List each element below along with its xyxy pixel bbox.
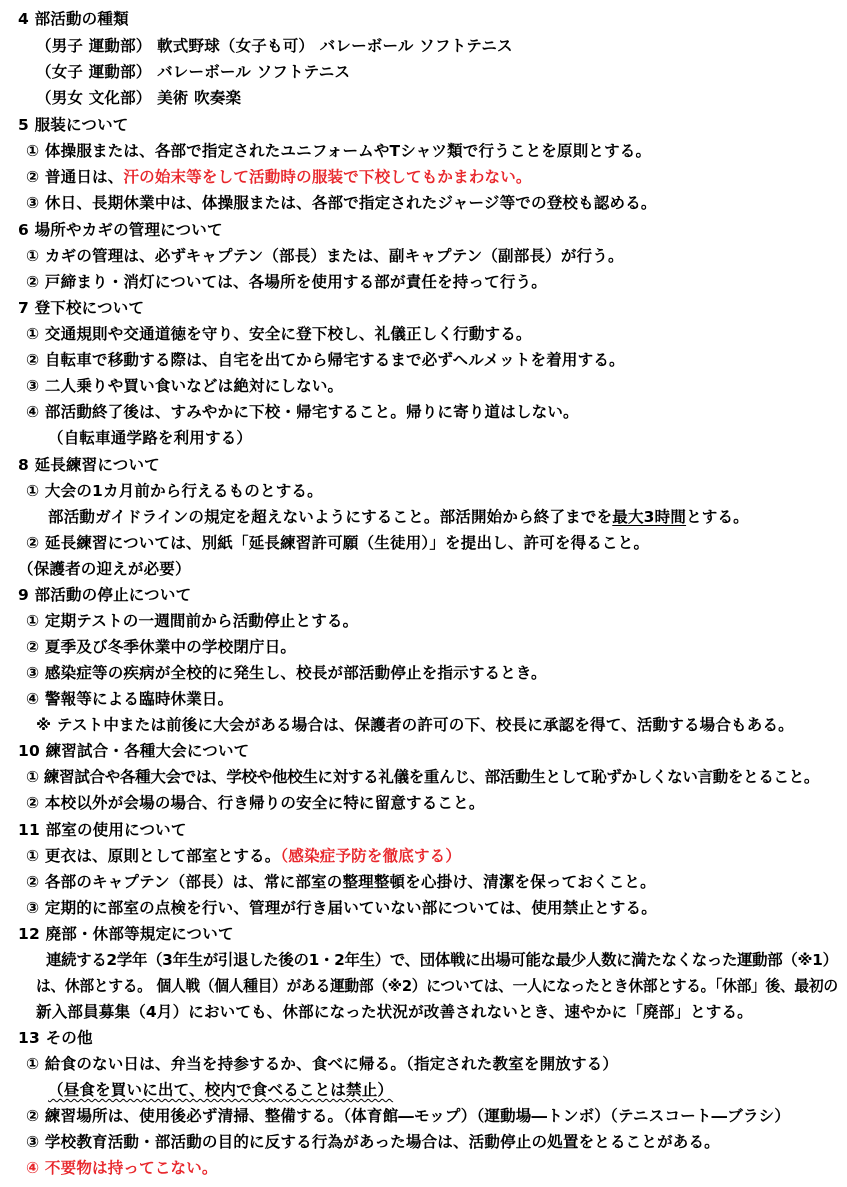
- section-5-item-3: ③ 休日、長期休業中は、体操服または、各部で指定されたジャージ等での登校も認める。: [26, 194, 657, 212]
- section-13-item-1: ① 給食のない日は、弁当を持参するか、食べに帰る。（指定された教室を開放する）: [26, 1055, 619, 1073]
- section-9-item-3: ③ 感染症等の疾病が全校的に発生し、校長が部活動停止を指示するとき。: [26, 664, 547, 682]
- section-6-item-2: ② 戸締まり・消灯については、各場所を使用する部が責任を持って行う。: [26, 273, 548, 291]
- section-8-item-2: ② 延長練習については、別紙「延長練習許可願（生徒用）」を提出し、許可を得ること。: [26, 534, 650, 552]
- section-5-item-2: [26, 167, 532, 187]
- section-12-paragraph-line-2: は、休部とする。 個人戦（個人種目）がある運動部（※2）については、一人になったとき休部とする。「休部」後、最初の: [36, 977, 838, 995]
- section-7-item-1: ① 交通規則や交通道徳を守り、安全に登下校し、礼儀正しく行動する。: [26, 325, 532, 343]
- section-7-item-3: ③ 二人乗りや買い食いなどは絶対にしない。: [26, 377, 344, 395]
- section-10-heading: 10 練習試合・各種大会について: [18, 742, 250, 760]
- club-list-girls-sports: （女子 運動部） バレーボール ソフトテニス: [36, 63, 351, 81]
- section-13-item-3: ③ 学校教育活動・部活動の目的に反する行為があった場合は、活動停止の処置をとることがある。: [26, 1133, 720, 1151]
- section-9-item-4: ④ 警報等による臨時休業日。: [26, 690, 234, 708]
- section-6-heading: 6 場所やカギの管理について: [18, 221, 223, 239]
- section-7-item-2: ② 自転車で移動する際は、自宅を出てから帰宅するまで必ずヘルメットを着用する。: [26, 351, 625, 369]
- section-8-heading: 8 延長練習について: [18, 456, 160, 474]
- section-8-item-1: ① 大会の1カ月前から行えるものとする。: [26, 482, 323, 500]
- section-5-item-2-lead: ② 普通日は、: [26, 168, 124, 186]
- section-11-item-1-lead: ① 更衣は、原則として部室とする。: [26, 847, 281, 865]
- club-list-culture: （男女 文化部） 美術 吹奏楽: [36, 89, 242, 107]
- section-5-heading: 5 服装について: [18, 116, 129, 134]
- section-13-item-2: ② 練習場所は、使用後必ず清掃、整備する。（体育館―モップ）（運動場―トンボ）（テニスコート―ブラシ）: [26, 1107, 791, 1125]
- section-13-item-4: ④ 不要物は持ってこない。: [26, 1159, 218, 1177]
- section-13-item-1-note: （昼食を買いに出て、校内で食べることは禁止）: [48, 1081, 394, 1099]
- section-11-item-2: ② 各部のキャプテン（部長）は、常に部室の整理整頓を心掛け、清潔を保っておくこと。: [26, 873, 656, 891]
- section-11-item-1: [26, 846, 461, 866]
- section-9-item-2: ② 夏季及び冬季休業中の学校閉庁日。: [26, 638, 297, 656]
- section-4-heading: 4 部活動の種類: [18, 10, 129, 28]
- max-hours-emphasis: 最大3時間: [612, 508, 687, 526]
- section-8-guideline-tail: とする。: [686, 508, 749, 526]
- section-8-guideline-text: 部活動ガイドラインの規定を超えないようにすること。部活開始から終了までを: [48, 508, 613, 526]
- section-5-item-1: ① 体操服または、各部で指定されたユニフォームやTシャツ類で行うことを原則とする。: [26, 142, 652, 160]
- section-10-item-1: ① 練習試合や各種大会では、学校や他校生に対する礼儀を重んじ、部活動生として恥ずかしくない言動をとること。: [26, 768, 820, 786]
- section-9-heading: 9 部活動の停止について: [18, 586, 192, 604]
- section-5-item-2-emphasis: 汗の始末等をして活動時の服装で下校してもかまわない。: [123, 168, 532, 186]
- section-9-note: ※ テスト中または前後に大会がある場合は、保護者の許可の下、校長に承認を得て、活動する場合もある。: [36, 716, 794, 734]
- section-7-item-4: ④ 部活動終了後は、すみやかに下校・帰宅すること。帰りに寄り道はしない。: [26, 403, 579, 421]
- section-12-heading: 12 廃部・休部等規定について: [18, 925, 234, 943]
- section-11-item-3: ③ 定期的に部室の点検を行い、管理が行き届いていない部については、使用禁止とする。: [26, 899, 657, 917]
- section-10-item-2: ② 本校以外が会場の場合、行き帰りの安全に特に留意すること。: [26, 794, 485, 812]
- section-8-note: （保護者の迎えが必要）: [18, 560, 191, 578]
- section-12-paragraph-line-3: 新入部員募集（4月）においても、休部になった状況が改善されないとき、速やかに「廃部」とする。: [36, 1003, 753, 1021]
- infection-prevention-emphasis: （感染症予防を徹底する）: [280, 847, 462, 865]
- section-8-item-1-continuation: [48, 507, 749, 527]
- section-12-paragraph-line-1: 連続する2学年（3年生が引退した後の1・2年生）で、団体戦に出場可能な最少人数に満たなくなった運動部（※1）: [46, 951, 838, 969]
- section-11-heading: 11 部室の使用について: [18, 821, 187, 839]
- section-7-item-4-note: （自転車通学路を利用する）: [48, 429, 253, 447]
- section-9-item-1: ① 定期テストの一週間前から活動停止とする。: [26, 612, 359, 630]
- section-6-item-1: ① カギの管理は、必ずキャプテン（部長）または、副キャプテン（副部長）が行う。: [26, 247, 624, 265]
- club-list-boys-sports: （男子 運動部） 軟式野球（女子も可） バレーボール ソフトテニス: [36, 37, 513, 55]
- section-7-heading: 7 登下校について: [18, 299, 145, 317]
- section-13-heading: 13 その他: [18, 1029, 93, 1047]
